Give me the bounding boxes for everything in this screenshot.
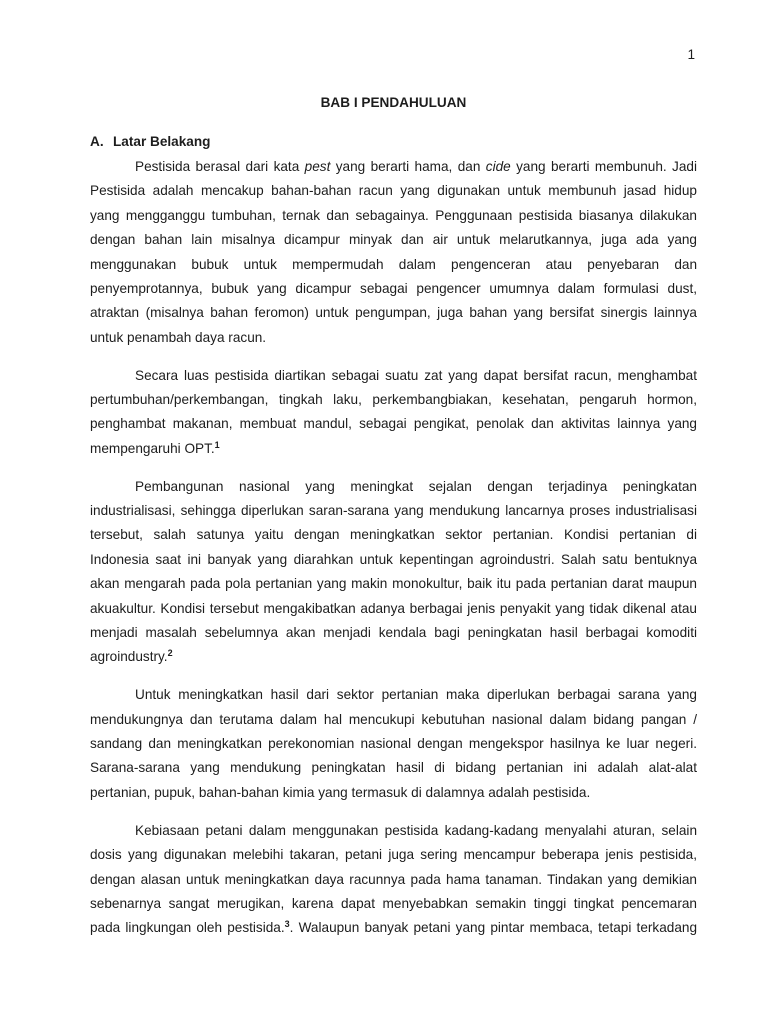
section-heading bbox=[90, 130, 210, 154]
text-line: pertanian, pupuk, bahan-bahan kimia yang termasuk di dalamnya adalah pestisida. bbox=[90, 784, 591, 800]
text-line: Pembangunan nasional yang meningkat sejalan dengan terjadinya peningkatan bbox=[135, 478, 697, 494]
page-number: 1 bbox=[687, 47, 695, 62]
text-line: Untuk meningkatkan hasil dari sektor pertanian maka diperlukan berbagai sarana yang bbox=[135, 687, 697, 703]
text-line: dosis yang digunakan melebihi takaran, petani juga sering mencampur beberapa jenis pestisida, bbox=[90, 847, 697, 863]
text-line bbox=[90, 645, 697, 669]
footnote-marker: 2 bbox=[167, 648, 173, 659]
text-segment: yang berarti membunuh. Jadi bbox=[510, 159, 697, 174]
paragraph bbox=[90, 683, 697, 805]
footnote-marker: 3 bbox=[284, 919, 290, 930]
text-line: dengan alasan untuk meningkatkan daya racunnya pada hama tanaman. Tindakan yang demikian bbox=[90, 871, 697, 887]
paragraph bbox=[90, 364, 697, 462]
italic-term: cide bbox=[485, 159, 511, 174]
text-line bbox=[90, 155, 697, 179]
text-line: penyemprotannya, bubuk yang dicampur sebagai pengencer umumnya dalam formulasi dust, bbox=[90, 280, 697, 296]
text-segment: yang berarti hama, dan bbox=[330, 159, 486, 174]
body-text bbox=[90, 155, 697, 941]
italic-term: pest bbox=[304, 159, 331, 174]
text-segment: Pestisida berasal dari kata bbox=[135, 159, 305, 174]
chapter-title: BAB I PENDAHULUAN bbox=[320, 95, 467, 110]
text-line: Indonesia saat ini banyak yang diarahkan untuk kepentingan agroindustri. Salah satu bentuknya bbox=[90, 551, 697, 567]
text-line bbox=[90, 916, 697, 940]
paragraph bbox=[90, 155, 697, 350]
text-line: sebenarnya sangat merugikan, karena dapat menyebabkan semakin tinggi tingkat pencemaran bbox=[90, 895, 697, 911]
text-line: dengan bahan lain misalnya dicampur minyak dan air untuk melarutkannya, juga ada yang bbox=[90, 232, 697, 248]
text-line: menjadi masalah sebelumnya akan menjadi kendala bagi peningkatan hasil berbagai komoditi bbox=[90, 625, 697, 641]
text-line: menggunakan bubuk untuk mempermudah dalam pengenceran atau penyebaran dan bbox=[90, 256, 697, 272]
text-line: akuakultur. Kondisi tersebut mengakibatkan adanya berbagai jenis penyakit yang tidak dikenal atau bbox=[90, 600, 697, 616]
text-line: Secara luas pestisida diartikan sebagai suatu zat yang dapat bersifat racun, menghambat bbox=[135, 367, 697, 383]
text-line: penghambat makanan, membuat mandul, sebagai pengikat, penolak dan aktivitas lainnya yang bbox=[90, 416, 697, 432]
text-line: untuk penambah daya racun. bbox=[90, 329, 267, 345]
text-segment: agroindustry. bbox=[90, 649, 168, 665]
text-line: sandang dan meningkatkan perekonomian nasional dengan mengekspor hasilnya ke luar negeri. bbox=[90, 736, 697, 752]
text-line: industrialisasi, sehingga diperlukan saran-sarana yang mendukung lancarnya proses industrialisasi bbox=[90, 503, 697, 519]
text-line: Pestisida adalah mencakup bahan-bahan racun yang digunakan untuk membunuh jasad hidup bbox=[90, 183, 697, 199]
text-segment: pada lingkungan oleh pestisida. bbox=[90, 920, 285, 936]
section-label: A. bbox=[90, 134, 104, 149]
text-line: pertumbuhan/perkembangan, tingkah laku, perkembangbiakan, kesehatan, pengaruh hormon, bbox=[90, 392, 697, 408]
section-title: Latar Belakang bbox=[113, 134, 211, 149]
text-segment: . Walaupun banyak petani yang pintar membaca, tetapi terkadang bbox=[289, 920, 697, 936]
paragraph bbox=[90, 475, 697, 670]
text-line bbox=[90, 437, 697, 461]
text-line: Sarana-sarana yang mendukung peningkatan hasil di bidang pertanian ini adalah alat-alat bbox=[90, 760, 697, 776]
text-line: tersebut, salah satunya yaitu dengan meningkatkan sektor pertanian. Kondisi pertanian di bbox=[90, 527, 697, 543]
text-line: mendukungnya dan terutama dalam hal mencukupi kebutuhan nasional dalam bidang pangan / bbox=[90, 711, 697, 727]
text-line: atraktan (misalnya bahan feromon) untuk pengumpan, juga bahan yang bersifat sinergis lainnya bbox=[90, 305, 697, 321]
text-line: yang mengganggu tumbuhan, ternak dan sebagainya. Penggunaan pestisida biasanya dilakukan bbox=[90, 207, 697, 223]
footnote-marker: 1 bbox=[214, 439, 220, 450]
text-line: Kebiasaan petani dalam menggunakan pestisida kadang-kadang menyalahi aturan, selain bbox=[135, 822, 697, 838]
text-line: akan mengarah pada pola pertanian yang makin monokultur, baik itu pada pertanian darat maupun bbox=[90, 576, 697, 592]
paragraph bbox=[90, 819, 697, 941]
text-segment: mempengaruhi OPT. bbox=[90, 440, 215, 456]
